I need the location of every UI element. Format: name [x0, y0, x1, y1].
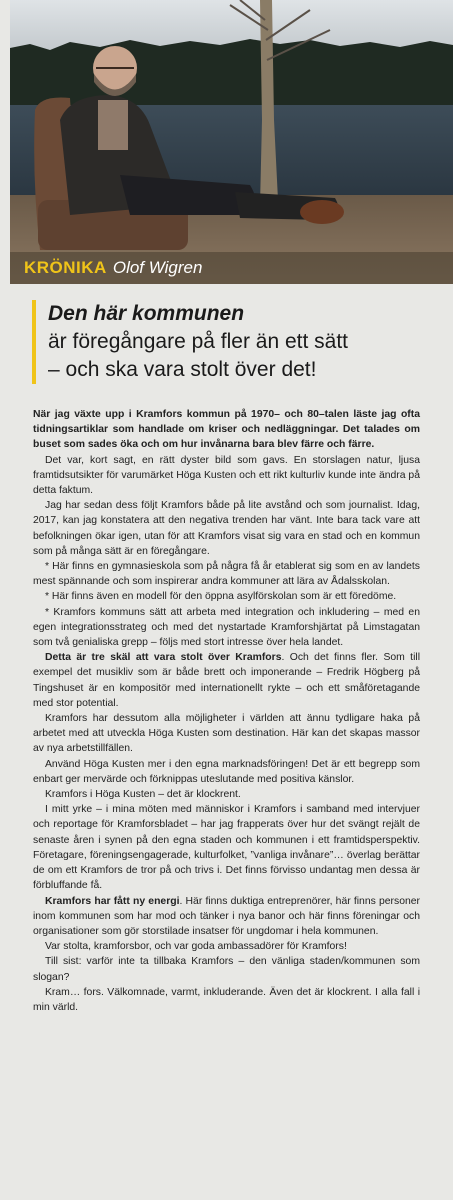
paragraph: Var stolta, kramforsbor, och var goda ambassadörer för Kramfors!: [45, 941, 347, 953]
author-photo: [10, 0, 453, 284]
paragraph-text: . Och det finns fler. Som till exempel det musikliv som är både brett och imponerande – Fredrik Högberg på Tingshuset är en kompositör med internationellt rykte – och ett småföretagande med stor potential.: [33, 652, 420, 709]
kicker-label: KRÖNIKA: [24, 258, 107, 277]
paragraph: Kramfors i Höga Kusten – det är klockrent.: [45, 789, 241, 801]
paragraph: [33, 650, 420, 711]
paragraph: I mitt yrke – i mina möten med människor i Kramfors i samband med intervjuer och reportage för Kramforsbladet – har jag frapperats över hur det svängt rejält de senaste åren i synen på den egna staden och kommunen i ett framtidsperspektiv. Företagare, föreningsengagerade, kulturfolket, ”vanliga invånare”… överlag berättar de om ett Kramfors de tror på och trivs i. Det finns förvisso undantag men dessa är förbluffande få.: [33, 804, 420, 892]
paragraph-bold-lead: Detta är tre skäl att vara stolt över Kramfors: [45, 652, 282, 664]
photo-illustration: [10, 0, 453, 284]
kicker-bar: [10, 252, 453, 284]
paragraph: När jag växte upp i Kramfors kommun på 1970– och 80–talen läste jag ofta tidningsartiklar som handlade om kriser och nedläggningar. Det talades om buset som sades öka och om hur invånarna bara blev färre och färre.: [33, 409, 420, 451]
headline: [32, 300, 442, 384]
paragraph: Kram… fors. Välkomnade, varmt, inkluderande. Även det är klockrent. I alla fall i min värld.: [33, 986, 420, 1013]
author-name: Olof Wigren: [112, 258, 203, 277]
headline-line-3: – och ska vara stolt över det!: [48, 358, 317, 381]
headline-line-2: är föregångare på fler än ett sätt: [48, 330, 349, 353]
headline-line-1: Den här kommunen: [48, 302, 245, 325]
paragraph: Använd Höga Kusten mer i den egna marknadsföringen! Det är ett begrepp som enbart ger mervärde och förknippas uteslutande med positiva känslor.: [33, 758, 420, 785]
paragraph: Jag har sedan dess följt Kramfors både på lite avstånd och som journalist. Idag, 2017, kan jag konstatera att den negativa trenden har vänt. Inte bara tack vare att befolkningen ökar igen, utan för att Kramfors visat sig vara en stad och en kommun som på många sätt är en föregångare.: [33, 500, 420, 557]
paragraph: Till sist: varför inte ta tillbaka Kramfors – den vänliga staden/kommunen som slogan?: [33, 956, 420, 983]
paragraph: * Kramfors kommuns sätt att arbeta med integration och inkludering – med en egen integrationsstrateg och med det nystartade Kramforshjärtat på Limstagatan som två genialiska grepp – följs med stort intresse över hela landet.: [33, 606, 420, 649]
paragraph: [33, 894, 420, 940]
paragraph: Kramfors har dessutom alla möjligheter i världen att ännu tydligare haka på arbetet med att utveckla Höga Kusten som destination. Här kan det skapas massor av nya arbetstillfällen.: [33, 713, 420, 755]
article-body: [33, 407, 420, 1015]
paragraph: * Här finns även en modell för den öppna asylförskolan som är ett föredöme.: [45, 591, 397, 603]
paragraph: * Här finns en gymnasieskola som på några få år etablerat sig som en av landets mest spännande och som inspirerar andra kommuner att lära av Ådalsskolan.: [33, 561, 420, 588]
paragraph-text: . Här finns duktiga entreprenörer, här finns personer inom kommunen som har mod och tänker i nya banor och här finns föreningar och organisationer som gör storstilade insatser för ungdomar i hela kommunen.: [33, 895, 420, 937]
paragraph: Det var, kort sagt, en rätt dyster bild som gavs. En storslagen natur, ljusa framtidsutsikter för varumärket Höga Kusten och ett rikt kulturliv kunde inte ändra på detta faktum.: [33, 454, 420, 497]
paragraph-bold-lead: Kramfors har fått ny energi: [45, 895, 180, 907]
